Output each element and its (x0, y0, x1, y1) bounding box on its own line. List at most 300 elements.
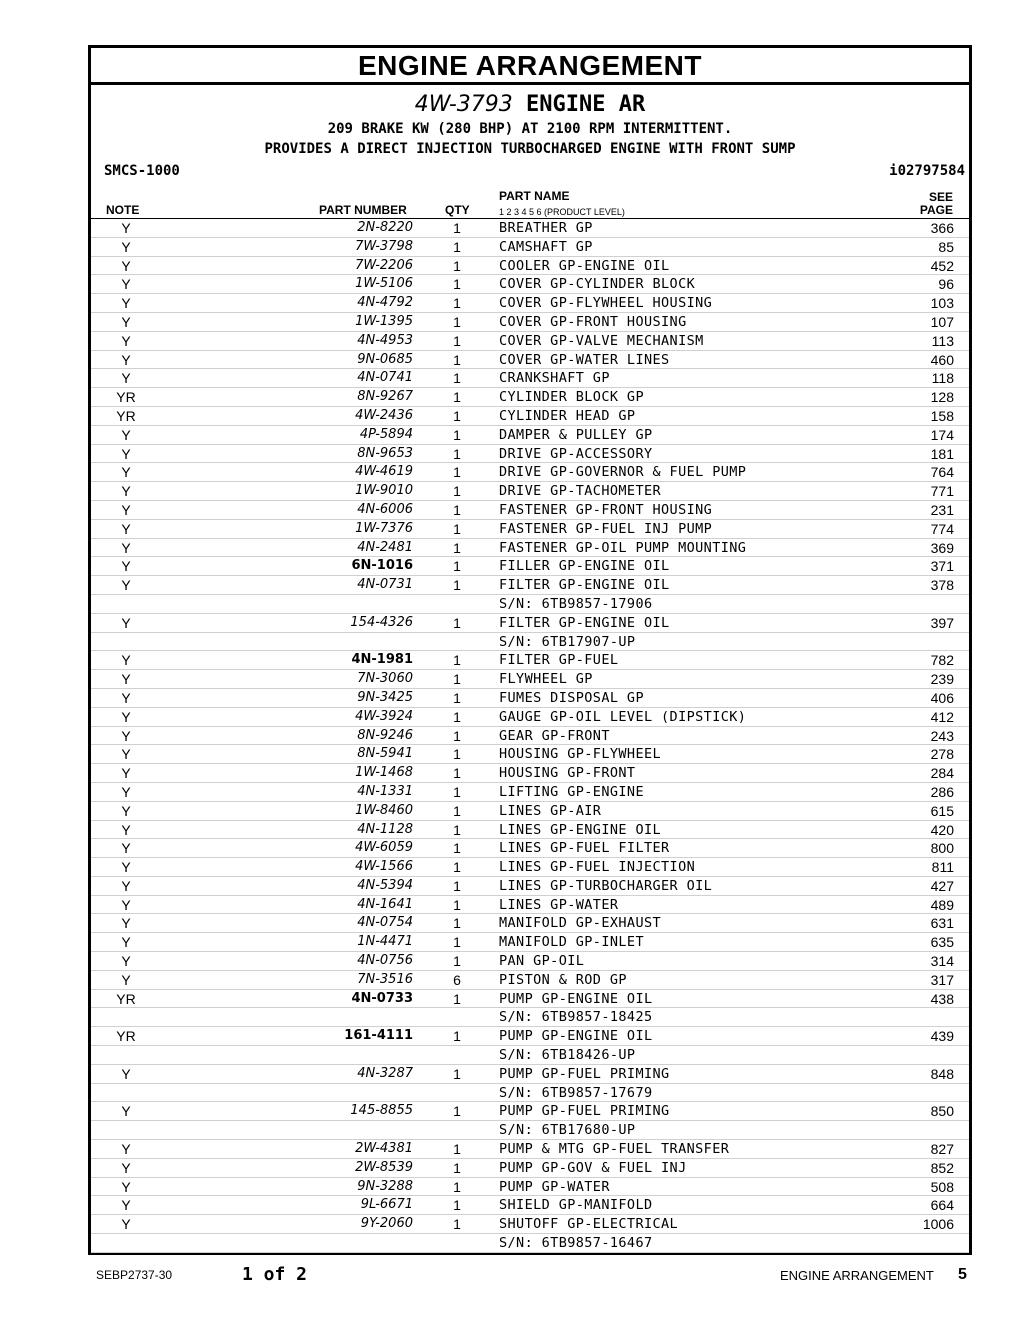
row-qty: 1 (453, 257, 461, 274)
row-qty: 1 (453, 351, 461, 368)
row-part-name: CRANKSHAFT GP (499, 370, 610, 387)
row-part-number[interactable]: 9N-0685 (357, 351, 413, 367)
row-note: Y (121, 614, 131, 631)
row-part-number[interactable]: 154-4326 (350, 614, 413, 630)
row-qty: 1 (453, 915, 461, 932)
table-row (91, 1234, 969, 1253)
row-qty: 1 (453, 727, 461, 744)
row-see-page[interactable]: 1006 (922, 1216, 954, 1233)
row-note: Y (121, 1065, 131, 1082)
row-see-page[interactable]: 489 (930, 896, 954, 913)
row-part-number[interactable]: 4W-3924 (355, 708, 413, 724)
row-qty: 1 (453, 370, 461, 387)
row-note: Y (121, 332, 131, 349)
row-qty: 1 (453, 1216, 461, 1233)
row-see-page[interactable]: 378 (930, 577, 954, 594)
table-row (91, 896, 969, 915)
row-qty: 1 (453, 859, 461, 876)
table-row (91, 1178, 969, 1197)
table-row (91, 651, 969, 670)
row-part-name: LINES GP-AIR (499, 802, 602, 819)
row-part-name: LINES GP-WATER (499, 896, 619, 913)
table-row (91, 407, 969, 426)
row-see-page[interactable]: 764 (930, 464, 954, 481)
table-row (91, 1084, 969, 1103)
row-part-name: DRIVE GP-GOVERNOR & FUEL PUMP (499, 464, 747, 481)
row-part-number[interactable]: 6N-1016 (351, 558, 413, 574)
row-see-page[interactable]: 848 (930, 1065, 954, 1082)
col-qty: QTY (445, 203, 470, 217)
table-row (91, 313, 969, 332)
row-qty: 1 (453, 689, 461, 706)
row-qty: 1 (453, 483, 461, 500)
row-qty: 1 (453, 520, 461, 537)
table-row (91, 482, 969, 501)
row-part-name: PUMP GP-GOV & FUEL INJ (499, 1159, 687, 1176)
row-qty: 1 (453, 276, 461, 293)
table-row (91, 914, 969, 933)
row-part-number[interactable]: 8N-9653 (357, 445, 413, 461)
row-see-page[interactable]: 107 (930, 313, 954, 330)
row-see-page[interactable]: 412 (930, 708, 954, 725)
row-part-number[interactable]: 9N-3288 (357, 1178, 413, 1194)
row-see-page[interactable]: 103 (930, 295, 954, 312)
table-row (91, 595, 969, 614)
row-see-page[interactable]: 439 (930, 1028, 954, 1045)
smcs-code: SMCS-1000 (104, 163, 180, 179)
row-part-number[interactable]: 2N-8220 (357, 220, 413, 235)
row-note: Y (121, 802, 131, 819)
row-part-number[interactable]: 4N-0733 (351, 990, 413, 1006)
row-note: Y (121, 1103, 131, 1120)
row-see-page[interactable]: 452 (930, 257, 954, 274)
row-see-page[interactable]: 158 (930, 407, 954, 424)
row-part-name: S/N: 6TB9857-17906 (499, 595, 653, 612)
table-row (91, 1196, 969, 1215)
row-note: Y (121, 1178, 131, 1195)
row-part-name: MANIFOLD GP-INLET (499, 934, 644, 951)
row-part-name: PUMP & MTG GP-FUEL TRANSFER (499, 1141, 730, 1158)
group-description-2: PROVIDES A DIRECT INJECTION TURBOCHARGED ENGINE WITH FRONT SUMP (264, 141, 796, 157)
row-part-name: S/N: 6TB17680-UP (499, 1122, 636, 1139)
row-note: Y (121, 370, 131, 387)
row-note: Y (121, 671, 131, 688)
row-qty: 1 (453, 407, 461, 424)
group-part-number[interactable]: 4W-3793 (414, 92, 513, 117)
row-see-page[interactable]: 615 (930, 802, 954, 819)
row-part-name: PUMP GP-ENGINE OIL (499, 1028, 653, 1045)
row-part-number[interactable]: 1W-8460 (355, 802, 413, 818)
table-row (91, 445, 969, 464)
row-part-name: FILTER GP-ENGINE OIL (499, 577, 670, 594)
table-row (91, 877, 969, 896)
row-part-number[interactable]: 8N-5941 (357, 746, 413, 762)
row-part-number[interactable]: 4N-1641 (357, 896, 413, 912)
row-note: Y (121, 539, 131, 556)
row-part-name: SHUTOFF GP-ELECTRICAL (499, 1216, 679, 1233)
row-see-page[interactable]: 239 (930, 671, 954, 688)
row-qty: 1 (453, 1065, 461, 1082)
row-part-number[interactable]: 4N-1981 (351, 652, 413, 668)
table-row (91, 369, 969, 388)
row-qty: 1 (453, 990, 461, 1007)
row-note: Y (121, 1159, 131, 1176)
row-note: Y (121, 821, 131, 838)
table-row (91, 539, 969, 558)
row-part-name: PUMP GP-FUEL PRIMING (499, 1103, 670, 1120)
table-row (91, 351, 969, 370)
group-name: ENGINE AR (526, 92, 646, 117)
row-part-number[interactable]: 9L-6671 (360, 1197, 413, 1213)
row-qty: 1 (453, 671, 461, 688)
row-part-number[interactable]: 4N-6006 (357, 501, 413, 517)
row-part-name: LINES GP-ENGINE OIL (499, 821, 662, 838)
row-note: Y (121, 276, 131, 293)
table-row (91, 670, 969, 689)
row-qty: 1 (453, 1141, 461, 1158)
row-qty: 1 (453, 783, 461, 800)
row-note: Y (121, 295, 131, 312)
row-note: Y (121, 445, 131, 462)
table-row (91, 933, 969, 952)
row-qty: 1 (453, 708, 461, 725)
row-see-page[interactable]: 366 (930, 220, 954, 236)
row-see-page[interactable]: 118 (931, 370, 954, 387)
row-part-number[interactable]: 7N-3516 (357, 971, 413, 987)
row-qty: 1 (453, 501, 461, 518)
group-description-1: 209 BRAKE KW (280 BHP) AT 2100 RPM INTERMITTENT. (327, 121, 733, 137)
row-part-number[interactable]: 145-8855 (350, 1103, 413, 1119)
row-see-page[interactable]: 631 (930, 915, 954, 932)
row-part-name: MANIFOLD GP-EXHAUST (499, 915, 662, 932)
row-part-name: FILTER GP-ENGINE OIL (499, 614, 670, 631)
row-part-name: DAMPER & PULLEY GP (499, 426, 653, 443)
row-note: YR (116, 389, 136, 406)
row-qty: 1 (453, 765, 461, 782)
table-row (91, 745, 969, 764)
footer-doc-number: SEBP2737-30 (96, 1268, 173, 1282)
row-see-page[interactable]: 317 (930, 971, 954, 988)
row-see-page[interactable]: 314 (930, 953, 954, 970)
row-see-page[interactable]: 800 (930, 840, 954, 857)
row-qty: 1 (453, 1028, 461, 1045)
row-part-name: COVER GP-WATER LINES (499, 351, 670, 368)
row-see-page[interactable]: 371 (930, 558, 954, 575)
row-see-page[interactable]: 508 (930, 1178, 954, 1195)
row-qty: 1 (453, 445, 461, 462)
row-qty: 1 (453, 332, 461, 349)
parts-table (91, 219, 969, 1253)
row-qty: 1 (453, 1159, 461, 1176)
page-footer (96, 1264, 976, 1288)
table-row (91, 463, 969, 482)
table-row (91, 1065, 969, 1084)
row-part-name: COVER GP-FLYWHEEL HOUSING (499, 295, 713, 312)
row-part-number[interactable]: 4W-4619 (355, 464, 413, 480)
row-part-name: COVER GP-CYLINDER BLOCK (499, 276, 696, 293)
row-part-name: COOLER GP-ENGINE OIL (499, 257, 670, 274)
col-product-level: 1 2 3 4 5 6 (PRODUCT LEVEL) (499, 207, 625, 217)
row-part-name: S/N: 6TB18426-UP (499, 1047, 636, 1064)
row-see-page[interactable]: 427 (930, 877, 954, 894)
row-part-number[interactable]: 4N-3287 (357, 1065, 413, 1081)
col-page: PAGE (919, 203, 953, 217)
table-row (91, 858, 969, 877)
row-part-number[interactable]: 7W-3798 (355, 238, 413, 254)
row-see-page[interactable]: 420 (930, 821, 954, 838)
row-note: Y (121, 464, 131, 481)
row-see-page[interactable]: 827 (930, 1141, 954, 1158)
row-part-name: BREATHER GP (499, 220, 593, 236)
table-row (91, 426, 969, 445)
row-part-name: LINES GP-FUEL INJECTION (499, 859, 696, 876)
row-qty: 6 (453, 971, 461, 988)
row-qty: 1 (453, 896, 461, 913)
row-see-page[interactable]: 96 (938, 276, 954, 293)
row-part-name: PISTON & ROD GP (499, 971, 627, 988)
row-part-name: PAN GP-OIL (499, 953, 585, 970)
row-part-name: S/N: 6TB17907-UP (499, 633, 636, 650)
row-note: Y (121, 953, 131, 970)
row-part-number[interactable]: 1N-4471 (357, 934, 413, 950)
row-note: Y (121, 501, 131, 518)
row-see-page[interactable]: 369 (930, 539, 954, 556)
row-see-page[interactable]: 664 (930, 1197, 954, 1214)
row-see-page[interactable]: 181 (930, 445, 954, 462)
row-note: Y (121, 765, 131, 782)
row-part-name: LINES GP-TURBOCHARGER OIL (499, 877, 713, 894)
row-part-number[interactable]: 4N-1331 (357, 783, 413, 799)
row-part-number[interactable]: 4N-4792 (357, 295, 413, 311)
row-note: Y (121, 313, 131, 330)
row-part-number[interactable]: 4W-1566 (355, 859, 413, 875)
row-qty: 1 (453, 614, 461, 631)
table-row (91, 1159, 969, 1178)
table-row (91, 520, 969, 539)
row-note: YR (116, 990, 136, 1007)
table-row (91, 839, 969, 858)
row-note: Y (121, 652, 131, 669)
row-see-page[interactable]: 231 (930, 501, 954, 518)
row-part-number[interactable]: 4N-2481 (357, 539, 413, 555)
row-note: Y (121, 783, 131, 800)
row-part-number[interactable]: 2W-8539 (355, 1159, 413, 1175)
table-row (91, 952, 969, 971)
row-part-number[interactable]: 4N-0754 (357, 915, 413, 931)
row-see-page[interactable]: 284 (930, 765, 954, 782)
row-part-name: GAUGE GP-OIL LEVEL (DIPSTICK) (499, 708, 747, 725)
row-see-page[interactable]: 850 (930, 1103, 954, 1120)
row-see-page[interactable]: 406 (930, 689, 954, 706)
row-part-name: DRIVE GP-TACHOMETER (499, 483, 662, 500)
row-part-name: FILLER GP-ENGINE OIL (499, 558, 670, 575)
row-see-page[interactable]: 852 (930, 1159, 954, 1176)
row-note: Y (121, 577, 131, 594)
row-note: Y (121, 708, 131, 725)
row-part-number[interactable]: 1W-7376 (355, 520, 413, 536)
table-row (91, 501, 969, 520)
row-part-number[interactable]: 4N-1128 (357, 821, 413, 837)
row-qty: 1 (453, 840, 461, 857)
row-part-name: COVER GP-FRONT HOUSING (499, 313, 687, 330)
table-row (91, 557, 969, 576)
row-part-number[interactable]: 4N-0756 (357, 953, 413, 969)
row-part-name: S/N: 6TB9857-16467 (499, 1235, 653, 1252)
row-note: Y (121, 877, 131, 894)
row-part-name: CAMSHAFT GP (499, 238, 593, 255)
row-part-name: FLYWHEEL GP (499, 671, 593, 688)
table-row (91, 1046, 969, 1065)
row-part-name: FASTENER GP-FUEL INJ PUMP (499, 520, 713, 537)
row-note: Y (121, 351, 131, 368)
row-part-name: FASTENER GP-OIL PUMP MOUNTING (499, 539, 747, 556)
col-note: NOTE (106, 203, 140, 217)
row-qty: 1 (453, 313, 461, 330)
row-part-number[interactable]: 8N-9246 (357, 727, 413, 743)
row-note: Y (121, 558, 131, 575)
row-note: Y (121, 840, 131, 857)
row-see-page[interactable]: 278 (930, 746, 954, 763)
row-qty: 1 (453, 577, 461, 594)
table-row (91, 1027, 969, 1046)
table-row (91, 1008, 969, 1027)
row-qty: 1 (453, 295, 461, 312)
row-part-name: PUMP GP-FUEL PRIMING (499, 1065, 670, 1082)
row-qty: 1 (453, 238, 461, 255)
row-part-name: CYLINDER BLOCK GP (499, 389, 644, 406)
table-row (91, 257, 969, 276)
document-id: i02797584 (889, 163, 965, 179)
row-part-number[interactable]: 161-4111 (344, 1028, 413, 1044)
footer-page-of: 1 of 2 (242, 1264, 308, 1285)
row-part-number[interactable]: 1W-5106 (355, 276, 413, 292)
row-see-page[interactable]: 397 (930, 614, 954, 631)
row-part-name: HOUSING GP-FRONT (499, 765, 636, 782)
table-row (91, 1121, 969, 1140)
row-note: YR (116, 1028, 136, 1045)
row-part-name: S/N: 6TB9857-18425 (499, 1009, 653, 1026)
row-note: YR (116, 407, 136, 424)
row-part-number[interactable]: 8N-9267 (357, 389, 413, 405)
row-part-number[interactable]: 4N-5394 (357, 877, 413, 893)
row-qty: 1 (453, 746, 461, 763)
row-part-number[interactable]: 7W-2206 (355, 257, 413, 273)
table-row (91, 275, 969, 294)
row-qty: 1 (453, 821, 461, 838)
row-part-name: CYLINDER HEAD GP (499, 407, 636, 424)
row-part-name: PUMP GP-WATER (499, 1178, 610, 1195)
row-part-number[interactable]: 4W-2436 (355, 407, 413, 423)
row-see-page[interactable]: 174 (930, 426, 954, 443)
row-note: Y (121, 859, 131, 876)
row-see-page[interactable]: 128 (930, 389, 954, 406)
row-qty: 1 (453, 426, 461, 443)
row-see-page[interactable]: 635 (930, 934, 954, 951)
row-see-page[interactable]: 771 (930, 483, 954, 500)
row-part-number[interactable]: 4N-4953 (357, 332, 413, 348)
row-part-name: DRIVE GP-ACCESSORY (499, 445, 653, 462)
row-part-number[interactable]: 7N-3060 (357, 671, 413, 687)
row-qty: 1 (453, 953, 461, 970)
row-part-number[interactable]: 4P-5894 (359, 426, 413, 442)
row-note: Y (121, 1216, 131, 1233)
row-part-name: GEAR GP-FRONT (499, 727, 610, 744)
table-row (91, 783, 969, 802)
row-qty: 1 (453, 1197, 461, 1214)
row-note: Y (121, 934, 131, 951)
row-part-number[interactable]: 9N-3425 (357, 689, 413, 705)
table-row (91, 708, 969, 727)
row-note: Y (121, 238, 131, 255)
row-part-name: PUMP GP-ENGINE OIL (499, 990, 653, 1007)
row-part-number[interactable]: 4N-0741 (357, 370, 413, 386)
row-part-number[interactable]: 1W-9010 (355, 483, 413, 499)
footer-section: ENGINE ARRANGEMENT (780, 1268, 934, 1283)
row-note: Y (121, 257, 131, 274)
row-qty: 1 (453, 464, 461, 481)
row-part-name: SHIELD GP-MANIFOLD (499, 1197, 653, 1214)
row-qty: 1 (453, 389, 461, 406)
row-part-number[interactable]: 4N-0731 (357, 577, 413, 593)
row-part-name: COVER GP-VALVE MECHANISM (499, 332, 704, 349)
row-see-page[interactable]: 243 (930, 727, 954, 744)
table-row (91, 821, 969, 840)
table-row (91, 727, 969, 746)
row-note: Y (121, 520, 131, 537)
table-row (91, 1140, 969, 1159)
row-qty: 1 (453, 877, 461, 894)
row-note: Y (121, 746, 131, 763)
row-see-page[interactable]: 782 (930, 652, 954, 669)
col-part-number: PART NUMBER (319, 203, 407, 217)
row-qty: 1 (453, 558, 461, 575)
row-qty: 1 (453, 1178, 461, 1195)
row-note: Y (121, 896, 131, 913)
row-note: Y (121, 689, 131, 706)
row-part-number[interactable]: 9Y-2060 (360, 1216, 413, 1232)
row-see-page[interactable]: 85 (938, 238, 954, 255)
page-title: ENGINE ARRANGEMENT (91, 48, 969, 85)
table-row (91, 802, 969, 821)
row-see-page[interactable]: 438 (930, 990, 954, 1007)
row-see-page[interactable]: 460 (930, 351, 954, 368)
column-headers (91, 185, 969, 219)
row-part-number[interactable]: 1W-1395 (355, 313, 413, 329)
table-row (91, 633, 969, 652)
table-row (91, 990, 969, 1009)
row-part-number[interactable]: 1W-1468 (355, 765, 413, 781)
row-part-number[interactable]: 2W-4381 (355, 1141, 413, 1157)
table-row (91, 576, 969, 595)
row-qty: 1 (453, 539, 461, 556)
row-part-name: FASTENER GP-FRONT HOUSING (499, 501, 713, 518)
row-part-number[interactable]: 4W-6059 (355, 840, 413, 856)
table-row (91, 689, 969, 708)
row-note: Y (121, 426, 131, 443)
table-row (91, 294, 969, 313)
row-see-page[interactable]: 811 (931, 859, 954, 876)
row-see-page[interactable]: 113 (931, 332, 954, 349)
row-see-page[interactable]: 286 (930, 783, 954, 800)
parts-list-frame (88, 45, 972, 1255)
table-row (91, 332, 969, 351)
table-row (91, 764, 969, 783)
row-note: Y (121, 971, 131, 988)
row-see-page[interactable]: 774 (930, 520, 954, 537)
col-part-name: PART NAME (499, 189, 570, 203)
table-row (91, 238, 969, 257)
row-qty: 1 (453, 934, 461, 951)
